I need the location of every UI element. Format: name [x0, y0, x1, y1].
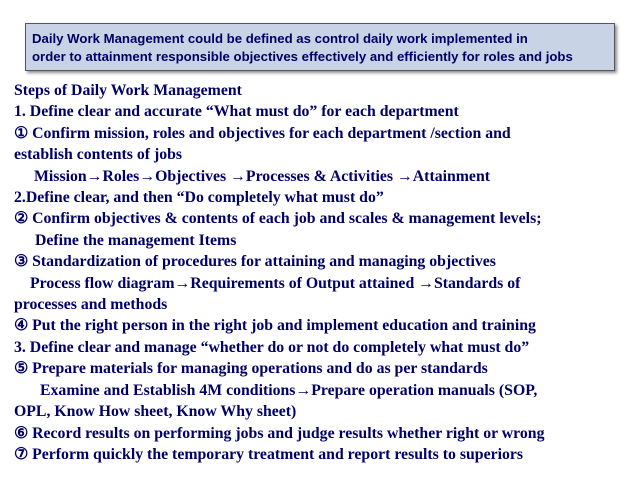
step-item-3-continued: processes and methods	[14, 296, 168, 314]
step-item-5-flow: Examine and Establish 4M conditions→Prepare operation manuals (SOP,	[40, 381, 538, 399]
step-item-7: ⑦ Perform quickly the temporary treatment and report results to superiors	[14, 445, 524, 463]
step-item-1-flow: Mission→Roles→Objectives →Processes & Activities →Attainment	[34, 167, 490, 185]
steps-list	[14, 80, 632, 465]
step-item-1-continued: establish contents of jobs	[14, 146, 183, 164]
step-3-title: 3. Define clear and manage “whether do or not do completely what must do”	[14, 338, 530, 356]
step-item-3-flow: Process flow diagram→Requirements of Output attained →Standards of	[30, 274, 521, 292]
step-2-title: 2.Define clear, and then “Do completely what must do”	[14, 189, 384, 207]
step-item-3: ③ Standardization of procedures for attaining and managing objectives	[14, 253, 496, 271]
definition-line-1: Daily Work Management could be defined as control daily work implemented in	[32, 31, 528, 46]
definition-box	[25, 23, 615, 71]
step-item-2-detail: Define the management Items	[35, 231, 237, 249]
step-item-4: ④ Put the right person in the right job and implement education and training	[14, 317, 536, 335]
step-item-6: ⑥ Record results on performing jobs and judge results whether right or wrong	[14, 424, 545, 442]
definition-line-2: order to attainment responsible objectives effectively and efficiently for roles and jobs	[32, 49, 573, 64]
step-item-2: ② Confirm objectives & contents of each job and scales & management levels;	[14, 210, 542, 228]
step-1-title: 1. Define clear and accurate “What must do” for each department	[14, 103, 459, 121]
step-item-5-continued: OPL, Know How sheet, Know Why sheet)	[14, 403, 297, 421]
step-item-5: ⑤ Prepare materials for managing operations and do as per standards	[14, 360, 488, 378]
steps-heading: Steps of Daily Work Management	[14, 82, 242, 99]
step-item-1: ① Confirm mission, roles and objectives for each department /section and	[14, 124, 511, 142]
